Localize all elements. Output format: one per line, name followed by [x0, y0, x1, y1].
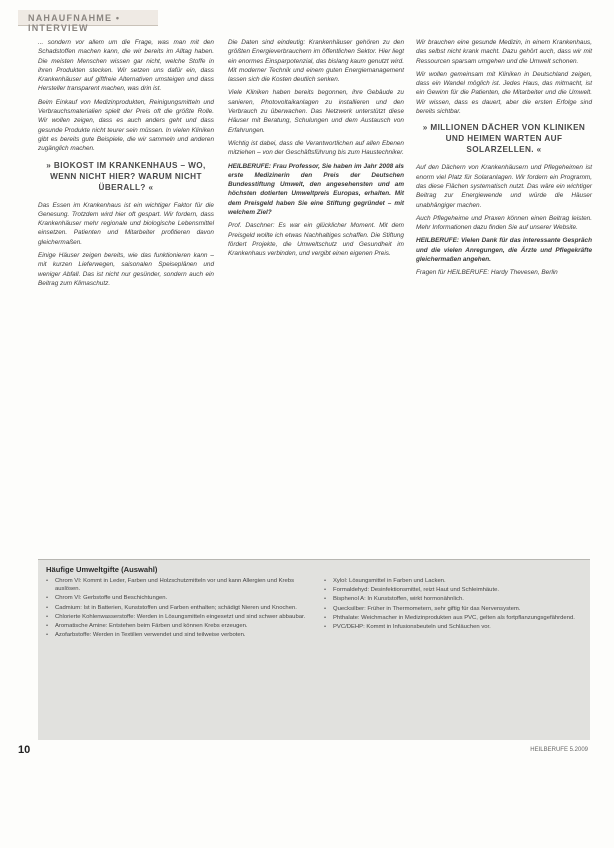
page-number: 10 [18, 744, 31, 756]
pull-quote: » MILLIONEN DÄCHER VON KLINIKEN UND HEIMEN WARTEN AUF SOLARZELLEN. « [422, 123, 586, 155]
list-item [324, 605, 586, 613]
list-item [46, 594, 308, 602]
article-column-2 [228, 38, 404, 550]
pull-quote: » BIOKOST IM KRANKENHAUS – WO, WENN NICHT HIER? WARUM NICHT ÜBERALL? « [46, 160, 206, 192]
list-item-text: Bisphenol A: In Kunststoffen, wirkt hormonähnlich. [333, 596, 464, 603]
list-item [46, 604, 308, 612]
bullet-icon: • [46, 613, 49, 620]
paragraph: Auf den Dächern von Krankenhäusern und Pflegeheimen ist enorm viel Platz für Solaranlagen. Wir fordern ein Programm, das diese Flächen systematisch nutzt. Das wäre ein wichtiger Beitrag zur Energiewende und würde die Häuser unabhängiger machen. [416, 164, 592, 209]
list-item-text: Cadmium: Ist in Batterien, Kunststoffen und Farben enthalten; schädigt Nieren und Knochen. [55, 604, 297, 611]
section-label: NAHAUFNAHME • INTERVIEW [28, 13, 121, 33]
paragraph: Einige Häuser zeigen bereits, wie das funktionieren kann – mit kurzen Lieferwegen, saisonalen Speiseplänen und weniger Abfall. Das ist nicht nur gesünder, sondern auch ein Beitrag zum Klimaschutz. [38, 252, 214, 287]
info-box-column-left [46, 577, 308, 640]
paragraph: ... sondern vor allem um die Frage, was man mit den Schadstoffen machen kann, die wir bereits im Alltag haben. Die meisten Menschen wissen gar nicht, welche Stoffe in ihren Produkten stecken. Wir setzen uns dafür ein, dass Krankenhäuser auf giftfreie Alternativen umsteigen und dass Hersteller transparent machen, was drin ist. [38, 39, 214, 93]
paragraph: Beim Einkauf von Medizinprodukten, Reinigungsmitteln und Verbrauchsmaterialien spielt der Preis oft die größte Rolle. Wir wollen zeigen, dass es auch anders geht und dass gesunde Produkte nicht teurer sein müssen. In vielen Kliniken gibt es bereits gute Beispiele, die wir sammeln und anderen zugänglich machen. [38, 98, 214, 153]
list-item-text: Xylol: Lösungsmittel in Farben und Lacken. [333, 578, 446, 584]
bullet-icon: • [46, 578, 49, 584]
page-footer [18, 744, 598, 760]
list-item-text: Formaldehyd: Desinfektionsmittel, reizt Haut und Schleimhäute. [333, 587, 499, 594]
bullet-icon: • [324, 578, 327, 584]
list-item [324, 614, 586, 622]
bullet-icon: • [46, 623, 49, 630]
info-box-column-right [324, 577, 586, 632]
interview-answer: Prof. Daschner: Es war ein glücklicher Moment. Mit dem Preisgeld wollte ich etwas Nachhaltiges schaffen. Die Stiftung fördert Projekte, die Umweltschutz und Gesundheit im Krankenhaus verbinden, und vergibt einen eigenen Preis. [228, 222, 404, 258]
interview-closing: HEILBERUFE: Vielen Dank für das interessante Gespräch und die vielen Anregungen, die Ärzte und Pflegekräfte gleichermaßen angehen. [416, 237, 592, 264]
paragraph: Wir brauchen eine gesunde Medizin, in einem Krankenhaus, das selbst nicht krank macht. Dazu gehört auch, dass wir mit Ressourcen sparsam umgehen und die Umwelt schonen. [416, 39, 592, 65]
section-header [18, 10, 598, 33]
list-item-text: Chrom VI: Kommt in Leder, Farben und Holzschutzmitteln vor und kann Allergien und Krebs auslösen. [55, 578, 295, 593]
list-item-text: Quecksilber: Früher in Thermometern, sehr giftig für das Nervensystem. [333, 605, 521, 612]
list-item-text: Chrom VI: Gerbstoffe und Beschichtungen. [55, 595, 168, 602]
list-item [324, 577, 586, 585]
paragraph: Wir wollen gemeinsam mit Kliniken in Deutschland zeigen, dass ein Wandel möglich ist. Jedes Haus, das mitmacht, ist ein Gewinn für die Patienten, die Mitarbeiter und die Umwelt. Wir wissen, dass es dauert, aber die ersten Erfolge sind bereits sichtbar. [416, 70, 592, 116]
bullet-icon: • [324, 605, 327, 612]
bullet-icon: • [46, 595, 49, 602]
bullet-icon: • [324, 624, 327, 631]
paragraph: Viele Kliniken haben bereits begonnen, ihre Gebäude zu sanieren, Photovoltaikanlagen zu installieren und den Verbrauch zu überwachen. Das Netzwerk unterstützt diese Häuser mit Beratung, Schulungen und dem Austausch von Erfahrungen. [228, 89, 404, 134]
paragraph: Die Daten sind eindeutig: Krankenhäuser gehören zu den größten Energieverbrauchern im öffentlichen Sektor. Hier liegt ein enormes Einsparpotenzial, das bislang kaum genutzt wird. Mit moderner Technik und einem guten Energiemanagement lassen sich die Kosten deutlich senken. [228, 39, 404, 84]
paragraph: Wichtig ist dabei, dass die Verantwortlichen auf allen Ebenen mitziehen – von der Geschäftsführung bis zum Haustechniker. [228, 139, 404, 157]
list-item [46, 622, 308, 630]
list-item-text: Phthalate: Weichmacher in Medizinprodukten aus PVC, gelten als fortpflanzungsgefährdend. [333, 614, 575, 621]
list-item-text: PVC/DEHP: Kommt in Infusionsbeuteln und Schläuchen vor. [333, 624, 491, 631]
list-item [46, 631, 308, 639]
list-item-text: Azofarbstoffe: Werden in Textilien verwendet und sind teilweise verboten. [55, 632, 246, 639]
bullet-icon: • [46, 604, 49, 611]
interview-question: HEILBERUFE: Frau Professor, Sie haben im Jahr 2008 als erste Medizinerin den Preis der Deutschen Bundesstiftung Umwelt, den angesehensten und am höchsten dotierten Umweltpreis Europas, erhalten. Mit dem Preisgeld haben Sie eine Stiftung gegründet – mit welchem Ziel? [228, 162, 404, 217]
bullet-icon: • [324, 596, 327, 603]
list-item [46, 613, 308, 621]
list-item [324, 595, 586, 603]
paragraph: Das Essen im Krankenhaus ist ein wichtiger Faktor für die Genesung. Trotzdem wird hier oft gespart. Wir fordern, dass Krankenhäuser mehr regionale und biologische Lebensmittel einsetzen. Patienten und Mitarbeiter profitieren davon gleichermaßen. [38, 201, 214, 246]
section-tab [18, 10, 158, 33]
bullet-icon: • [46, 632, 49, 639]
article-column-3 [416, 38, 592, 550]
bullet-icon: • [324, 614, 327, 621]
bullet-icon: • [324, 587, 327, 594]
article-column-1 [38, 38, 214, 550]
list-item [46, 577, 308, 593]
info-box [38, 559, 590, 740]
list-item-text: Chlorierte Kohlenwasserstoffe: Werden in Lösungsmitteln eingesetzt und sind schwer abbaubar. [55, 613, 306, 620]
list-item [324, 586, 586, 594]
list-item-text: Aromatische Amine: Entstehen beim Färben und können Krebs erzeugen. [55, 623, 248, 630]
paragraph: Auch Pflegeheime und Praxen können einen Beitrag leisten. Mehr Informationen dazu finden Sie auf unserer Website. [416, 214, 592, 232]
journal-issue: HEILBERUFE 5.2009 [530, 747, 588, 753]
info-box-title: Häufige Umweltgifte (Auswahl) [46, 565, 158, 574]
interview-credit: Fragen für HEILBERUFE: Hardy Thevesen, Berlin [416, 269, 558, 277]
list-item [324, 623, 586, 631]
